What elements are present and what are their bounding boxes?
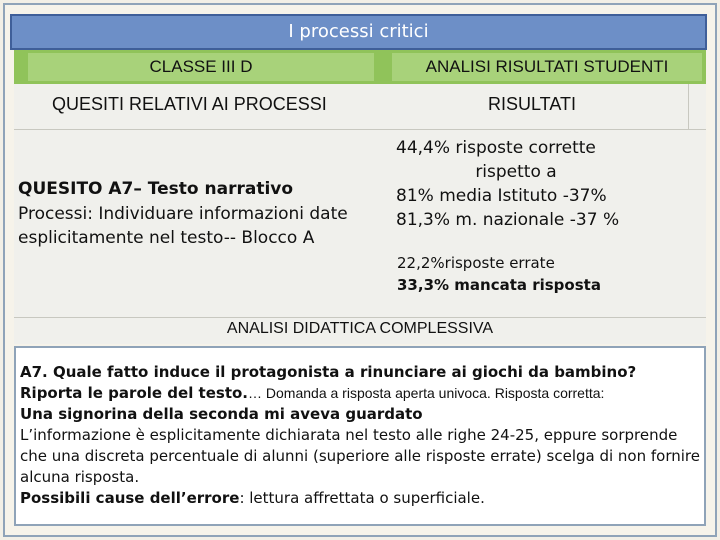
compared-to: rispetto a — [475, 162, 557, 182]
class-label: CLASSE III D — [28, 53, 374, 81]
correct-answer: Una signorina della seconda mi aveva guardato — [20, 405, 423, 423]
analysis-title: ANALISI DIDATTICA COMPLESSIVA — [226, 320, 494, 337]
analysis-question: A7. Quale fatto induce il protagonista a rinunciare ai giochi da bambino? — [20, 363, 637, 381]
error-causes — [20, 488, 704, 509]
correct-answers: 44,4% risposte corrette — [396, 138, 596, 158]
analysis-text — [20, 362, 704, 509]
questions-column-header: QUESITI RELATIVI AI PROCESSI — [52, 94, 327, 114]
causes-label: Possibili cause dell’errore — [20, 489, 240, 507]
results-block — [396, 136, 656, 232]
slide-title: I processi critici — [10, 14, 707, 50]
causes-text: : lettura affrettata o superficiale. — [239, 489, 485, 507]
question-title: QUESITO A7– Testo narrativo — [18, 179, 294, 199]
question-processes: Processi: Individuare informazioni date esplicitamente nel testo-- Blocco A — [18, 204, 348, 248]
missing-answers: 33,3% mancata risposta — [397, 276, 601, 294]
school-average: 81% media Istituto -37% — [396, 186, 607, 206]
analysis-instruction — [20, 383, 704, 404]
national-average: 81,3% m. nazionale -37 % — [396, 210, 620, 230]
instruction-bold: Riporta le parole del testo. — [20, 384, 249, 402]
analysis-comment: L’informazione è esplicitamente dichiarata nel testo alle righe 24-25, eppure sorprende che una discreta percentuale di alunni (superiore alle risposte errate) scelga di non fornire alcuna risposta. — [20, 426, 700, 486]
column-divider — [688, 84, 689, 130]
instruction-rest: … Domanda a risposta aperta univoca. Risposta corretta: — [248, 385, 605, 401]
analysis-label: ANALISI RISULTATI STUDENTI — [392, 53, 702, 81]
results-column-header: RISULTATI — [488, 94, 577, 114]
wrong-answers: 22,2%risposte errate — [397, 254, 555, 272]
